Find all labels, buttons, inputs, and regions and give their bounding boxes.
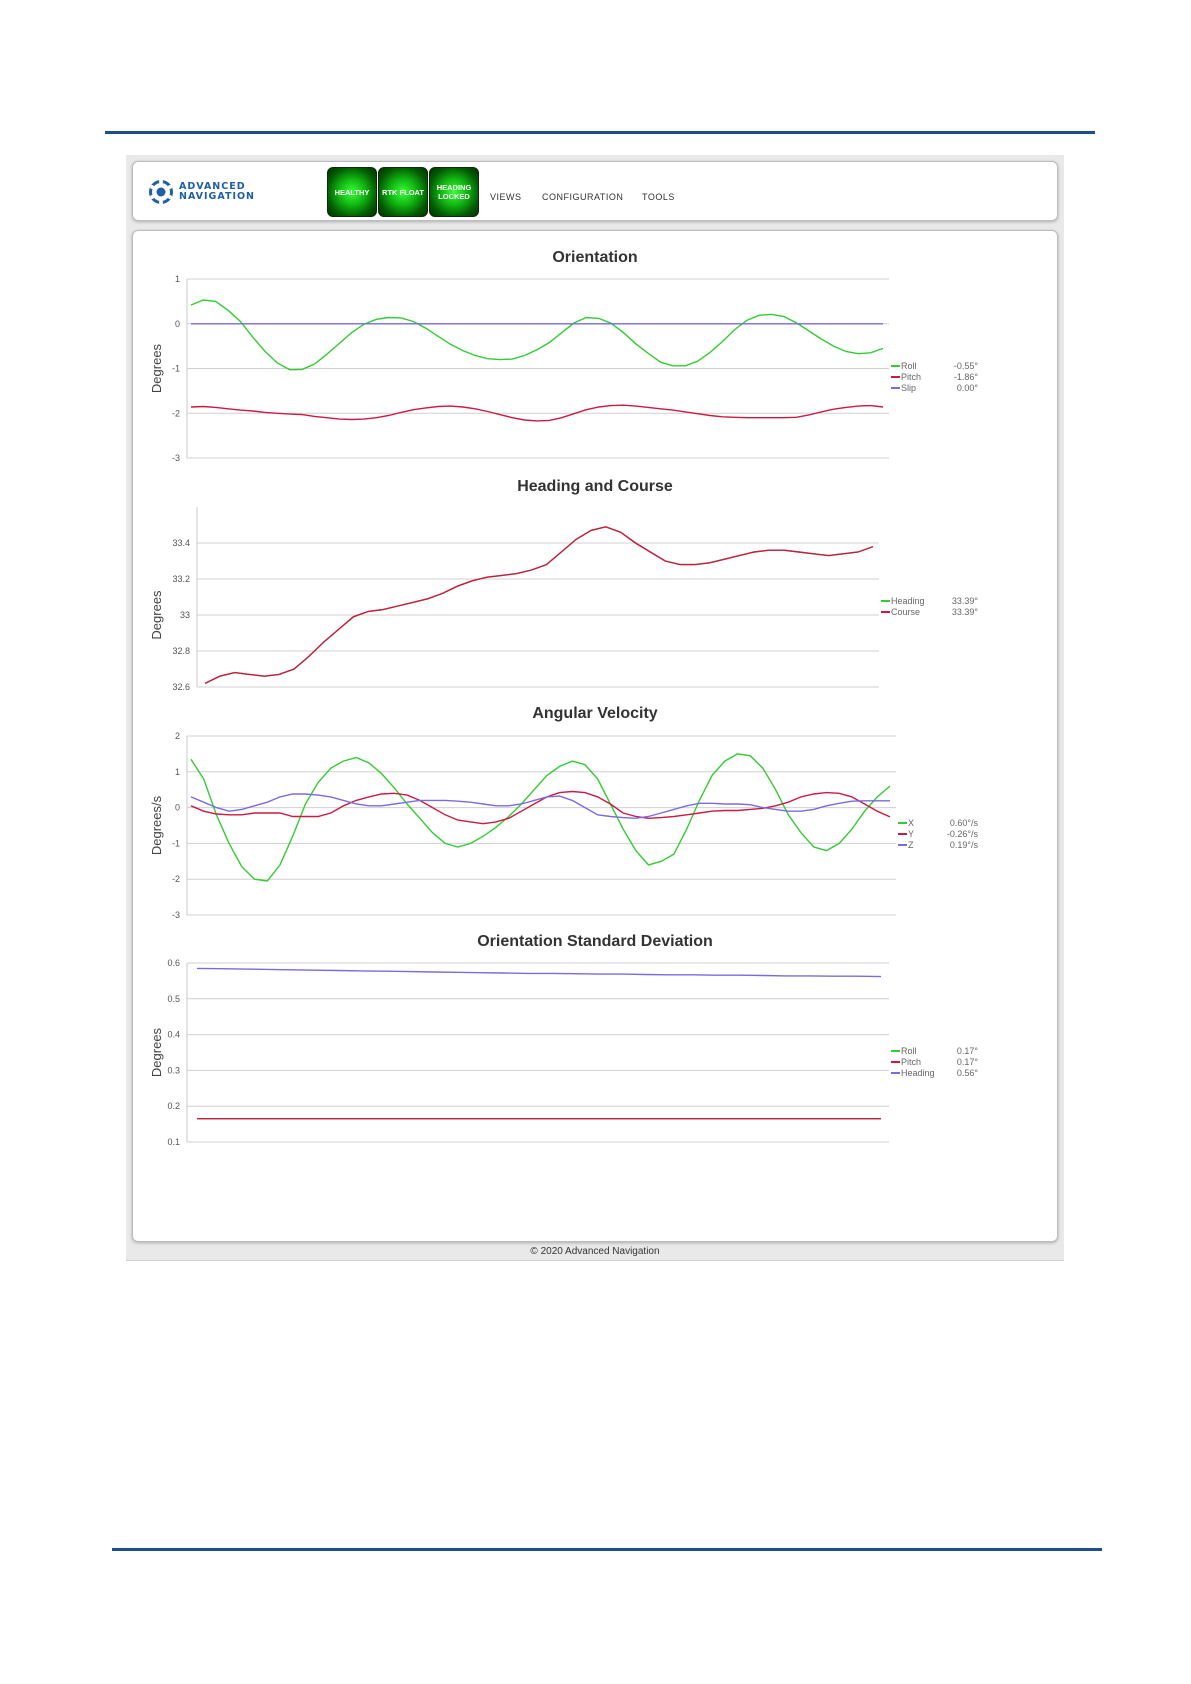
chart-tick-label: -2 bbox=[171, 874, 180, 885]
legend-series-value: 0.56° bbox=[956, 1068, 978, 1078]
chart-tick-label: 0.2 bbox=[167, 1101, 180, 1112]
status-heading-label-2: LOCKED bbox=[438, 192, 470, 201]
chart-tick-label: 33.4 bbox=[172, 538, 190, 548]
legend-series-value: 0.00° bbox=[956, 383, 978, 393]
series-line-z bbox=[191, 794, 890, 818]
legend-series-value: 0.17° bbox=[956, 1057, 978, 1067]
logo-icon bbox=[149, 180, 173, 204]
charts-panel bbox=[132, 230, 1058, 1242]
chart-title-1: Heading and Course bbox=[517, 478, 673, 495]
chart-tick-label: 0.4 bbox=[167, 1029, 180, 1040]
legend-series-name: Pitch bbox=[901, 1057, 922, 1067]
chart-tick-label: 0 bbox=[174, 318, 180, 329]
chart-tick-label: 32.8 bbox=[172, 646, 190, 656]
chart-tick-label: 2 bbox=[174, 731, 180, 741]
chart-tick-label: 1 bbox=[174, 274, 180, 284]
legend-series-value: 33.39° bbox=[951, 607, 978, 617]
series-line-heading bbox=[197, 968, 881, 976]
chart-tick-label: 1 bbox=[174, 766, 180, 777]
status-healthy-indicator[interactable] bbox=[327, 167, 377, 217]
chart-tick-label: -3 bbox=[171, 910, 180, 920]
chart-tick-label: 33 bbox=[179, 610, 190, 620]
legend-series-name: Course bbox=[891, 607, 921, 617]
logo-line-1: ADVANCED bbox=[179, 181, 246, 192]
chart-tick-label: -1 bbox=[171, 838, 180, 849]
menu-configuration[interactable]: CONFIGURATION bbox=[542, 192, 624, 202]
status-healthy-label: HEALTHY bbox=[334, 187, 370, 197]
chart-y-axis-label-3: Degrees bbox=[149, 1027, 164, 1078]
chart-title-0: Orientation bbox=[552, 249, 638, 266]
footer-copyright: © 2020 Advanced Navigation bbox=[530, 1246, 660, 1257]
chart-tick-label: 0 bbox=[174, 802, 180, 813]
status-heading-label-1: HEADING bbox=[436, 183, 472, 192]
legend-series-name: Roll bbox=[901, 361, 917, 371]
logo[interactable] bbox=[149, 180, 255, 204]
chart-tick-label: -2 bbox=[171, 408, 180, 419]
legend-series-value: -1.86° bbox=[953, 372, 978, 382]
logo-line-2: NAVIGATION bbox=[179, 191, 255, 202]
chart-tick-label: 0.5 bbox=[167, 993, 180, 1004]
legend-series-value: 0.17° bbox=[956, 1046, 978, 1056]
legend-series-name: Z bbox=[908, 840, 914, 850]
legend-series-name: Y bbox=[908, 829, 915, 839]
legend-series-value: 0.60°/s bbox=[949, 818, 978, 828]
chart-tick-label: -1 bbox=[171, 363, 180, 374]
legend-series-name: Pitch bbox=[901, 372, 922, 382]
legend-series-name: X bbox=[908, 818, 915, 828]
status-rtk-float-indicator[interactable] bbox=[378, 167, 428, 217]
series-line-x bbox=[191, 754, 890, 881]
chart-y-axis-label-1: Degrees bbox=[149, 590, 164, 640]
legend-series-name: Heading bbox=[891, 596, 925, 606]
top-navigation-bar bbox=[132, 161, 1058, 221]
series-line-roll bbox=[191, 300, 883, 370]
screenshot-frame bbox=[126, 155, 1064, 1261]
legend-series-name: Slip bbox=[901, 383, 917, 393]
status-rtk-label: RTK FLOAT bbox=[382, 187, 424, 197]
menu-views[interactable]: VIEWS bbox=[490, 192, 522, 202]
chart-title-2: Angular Velocity bbox=[532, 705, 658, 722]
chart-tick-label: -3 bbox=[171, 453, 180, 463]
legend-series-value: 33.39° bbox=[951, 596, 978, 606]
chart-tick-label: 33.2 bbox=[172, 574, 190, 584]
legend-series-value: -0.26°/s bbox=[946, 829, 978, 839]
header-rule bbox=[105, 131, 1095, 134]
chart-y-axis-label-2: Degrees/s bbox=[149, 795, 164, 856]
legend-series-name: Roll bbox=[901, 1046, 917, 1056]
chart-y-axis-label-0: Degrees bbox=[149, 343, 164, 394]
charts-canvas bbox=[133, 231, 1057, 1241]
chart-tick-label: 0.6 bbox=[167, 958, 180, 968]
legend-series-name: Heading bbox=[901, 1068, 935, 1078]
status-heading-locked-indicator[interactable] bbox=[429, 167, 479, 217]
legend-series-value: 0.19°/s bbox=[949, 840, 978, 850]
legend-series-value: -0.55° bbox=[953, 361, 978, 371]
footer-rule bbox=[112, 1548, 1102, 1551]
series-line-course bbox=[205, 527, 873, 684]
menu-tools[interactable]: TOOLS bbox=[642, 192, 675, 202]
chart-tick-label: 0.1 bbox=[167, 1137, 180, 1147]
chart-tick-label: 32.6 bbox=[172, 682, 190, 692]
chart-title-3: Orientation Standard Deviation bbox=[477, 933, 713, 950]
chart-tick-label: 0.3 bbox=[167, 1065, 180, 1076]
